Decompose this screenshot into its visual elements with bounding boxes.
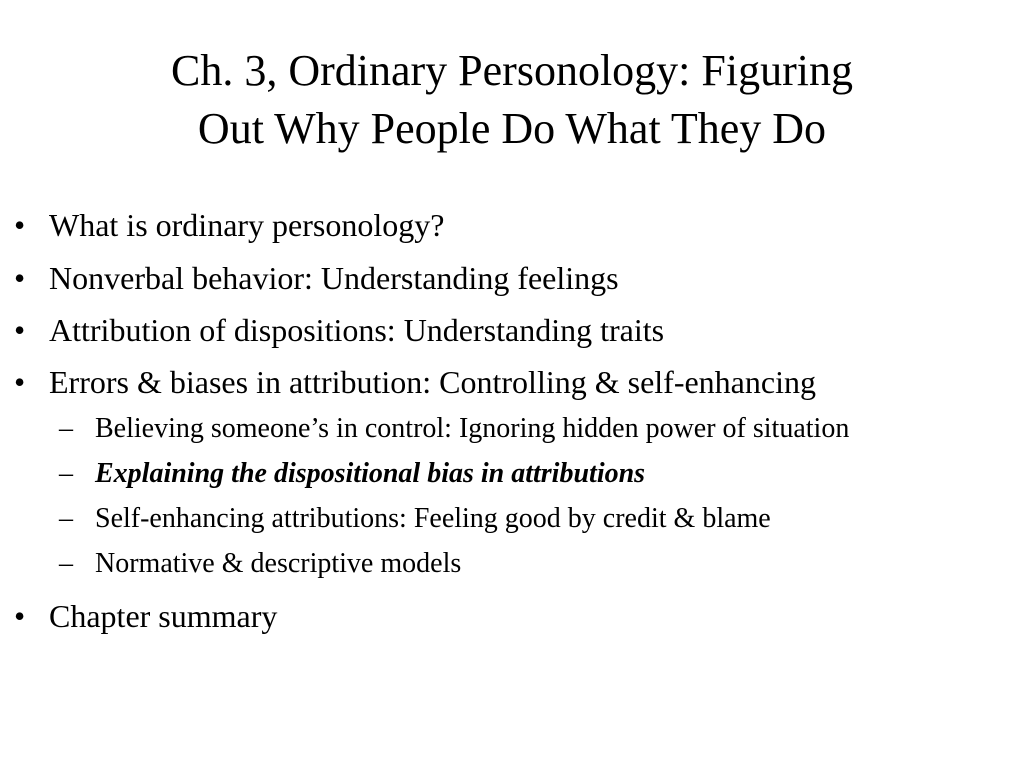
subbullet-item-self-enhancing (0, 502, 1024, 536)
slide-title-line-2: Out Why People Do What They Do (197, 104, 827, 153)
bullet-text: What is ordinary personology? (49, 207, 445, 243)
bullet-marker: • (14, 598, 26, 634)
subbullet-item-normative-descriptive (0, 547, 1024, 581)
dash-marker: – (59, 548, 73, 579)
subbullet-item-believing-in-control (0, 412, 1024, 446)
slide-title-line-1: Ch. 3, Ordinary Personology: Figuring (171, 46, 853, 95)
subbullet-text-emphasized: Explaining the dispositional bias in attributions (95, 458, 646, 489)
bullet-text: Nonverbal behavior: Understanding feelings (49, 260, 619, 296)
bullet-marker: • (14, 207, 26, 243)
bullet-item-attribution-of-dispositions (0, 310, 1024, 350)
subbullet-text: Self-enhancing attributions: Feeling good by credit & blame (95, 503, 771, 534)
bullet-marker: • (14, 260, 26, 296)
subbullet-text: Normative & descriptive models (95, 548, 462, 579)
bullet-item-nonverbal-behavior (0, 258, 1024, 298)
bullet-item-chapter-summary (0, 596, 1024, 636)
dash-marker: – (59, 413, 73, 444)
bullet-text: Errors & biases in attribution: Controlling & self-enhancing (49, 364, 816, 400)
dash-marker: – (59, 503, 73, 534)
bullet-item-ordinary-personology (0, 205, 1024, 245)
bullet-item-errors-and-biases (0, 362, 1024, 402)
subbullet-item-dispositional-bias (0, 457, 1024, 491)
bullet-text: Chapter summary (49, 598, 278, 634)
bullet-marker: • (14, 364, 26, 400)
subbullet-text: Believing someone’s in control: Ignoring hidden power of situation (95, 413, 850, 444)
dash-marker: – (59, 458, 73, 489)
bullet-marker: • (14, 312, 26, 348)
bullet-text: Attribution of dispositions: Understanding traits (49, 312, 665, 348)
